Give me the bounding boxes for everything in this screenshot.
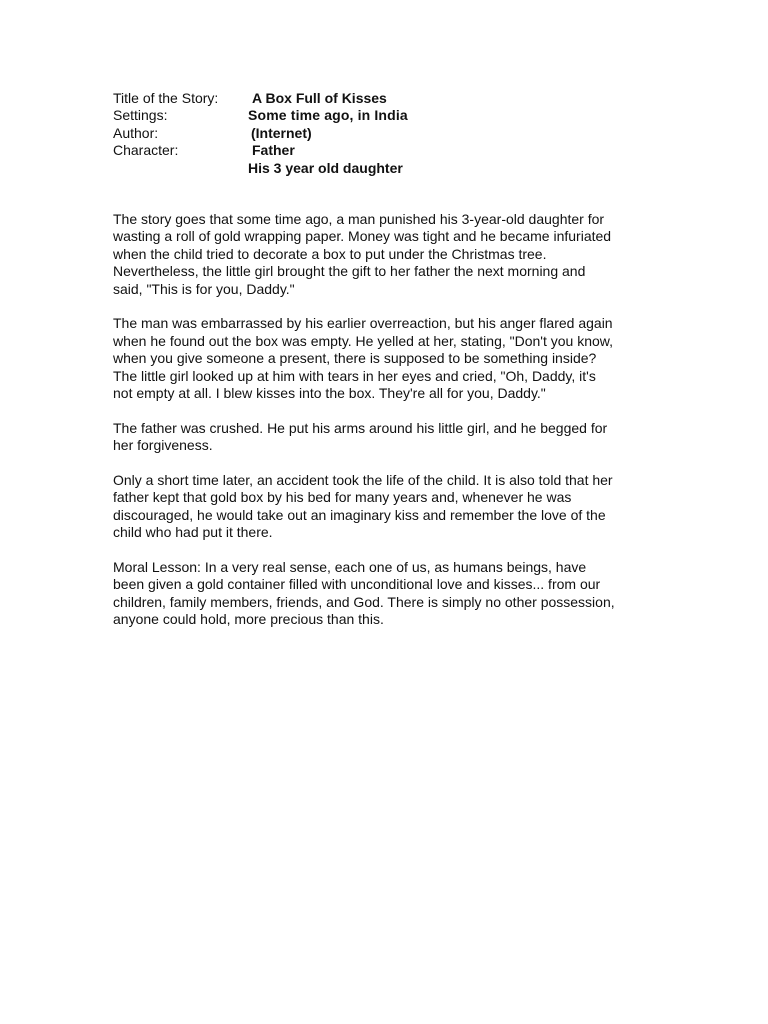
text-line: Only a short time later, an accident took the life of the child. It is also told that her	[113, 472, 613, 489]
text-line: children, family members, friends, and God. There is simply no other possession,	[113, 593, 615, 610]
text-line: The little girl looked up at him with tears in her eyes and cried, "Oh, Daddy, it's	[113, 367, 596, 384]
text-line: said, "This is for you, Daddy."	[113, 280, 295, 297]
text-line: child who had put it there.	[113, 524, 273, 541]
character-label: Character:	[113, 142, 179, 159]
paragraph-intro	[113, 211, 658, 298]
text-line: when you give someone a present, there is supposed to be something inside?	[113, 350, 597, 367]
text-line: discouraged, he would take out an imaginary kiss and remember the love of the	[113, 506, 606, 523]
text-line: father kept that gold box by his bed for many years and, whenever he was	[113, 489, 572, 506]
story-body	[113, 211, 658, 646]
character-value-father: Father	[252, 142, 295, 159]
text-line: not empty at all. I blew kisses into the box. They're all for you, Daddy."	[113, 385, 546, 402]
paragraph-father-crushed	[113, 420, 658, 455]
story-title: A Box Full of Kisses	[252, 90, 387, 106]
text-line: Moral Lesson: In a very real sense, each one of us, as humans beings, have	[113, 559, 587, 576]
text-line: been given a gold container filled with unconditional love and kisses... from our	[113, 576, 601, 593]
paragraph-empty-box	[113, 315, 658, 402]
metadata-row-character	[113, 142, 673, 159]
metadata-row-author	[113, 125, 673, 142]
paragraph-accident	[113, 472, 658, 542]
metadata-row-character-2	[113, 160, 673, 177]
metadata-row-title	[113, 90, 673, 107]
text-line: The father was crushed. He put his arms around his little girl, and he begged for	[113, 419, 608, 436]
text-line: anyone could hold, more precious than this.	[113, 611, 384, 628]
title-label: Title of the Story:	[113, 90, 219, 106]
settings-label: Settings:	[113, 107, 168, 124]
text-line: her forgiveness.	[113, 437, 213, 454]
text-line: when he found out the box was empty. He yelled at her, stating, "Don't you know,	[113, 332, 614, 349]
settings-value: Some time ago, in India	[248, 107, 408, 124]
character-label-empty	[113, 160, 248, 177]
paragraph-moral-lesson	[113, 559, 658, 629]
text-line: The story goes that some time ago, a man punished his 3-year-old daughter for	[113, 211, 605, 227]
author-value: (Internet)	[251, 124, 312, 141]
author-label: Author:	[113, 124, 159, 141]
text-line: wasting a roll of gold wrapping paper. Money was tight and he became infuriated	[113, 228, 612, 245]
text-line: The man was embarrassed by his earlier overreaction, but his anger flared again	[113, 315, 613, 332]
character-value-daughter: His 3 year old daughter	[248, 159, 403, 176]
metadata-row-settings	[113, 107, 673, 124]
story-metadata	[113, 90, 673, 177]
text-line: Nevertheless, the little girl brought the gift to her father the next morning and	[113, 263, 586, 280]
text-line: when the child tried to decorate a box to put under the Christmas tree.	[113, 245, 547, 262]
